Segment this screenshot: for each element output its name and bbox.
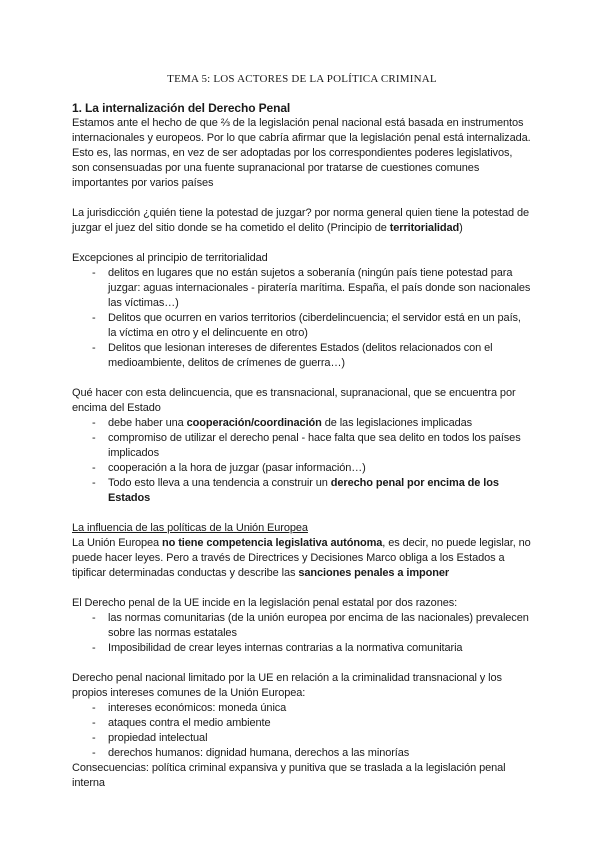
jurisdiction-bold: territorialidad (389, 222, 460, 234)
page-title: TEMA 5: LOS ACTORES DE LA POLÍTICA CRIMINAL (167, 73, 437, 85)
list-item: - delitos en lugares que no están sujetos a soberanía (ningún país tiene potestad para juzgar: aguas internacionales - piratería marítima. España, el país donde son nacionales las víctimas…) (72, 266, 532, 311)
document-content (72, 72, 532, 791)
list-item: - compromiso de utilizar el derecho penal - hace falta que sea delito en todos los países implicados (72, 431, 532, 461)
jurisdiction-paragraph (72, 206, 532, 236)
list-item: - intereses económicos: moneda única (72, 701, 532, 716)
list-item: - debe haber una cooperación/coordinación de las legislaciones implicadas (72, 416, 532, 431)
list-item: - Delitos que ocurren en varios territorios (ciberdelincuencia; el servidor está en un país, la víctima en otro y el delincuente en otro) (72, 311, 532, 341)
list-item: - cooperación a la hora de juzgar (pasar información…) (72, 461, 532, 476)
list-item: - ataques contra el medio ambiente (72, 716, 532, 731)
list-item: - derechos humanos: dignidad humana, derechos a las minorías (72, 746, 532, 761)
limited-paragraph: Derecho penal nacional limitado por la UE en relación a la criminalidad transnacional y los propios intereses comunes de la Unión Europea: (72, 672, 502, 699)
interests-list (72, 701, 532, 761)
measures-list (72, 416, 532, 506)
what-to-do-paragraph: Qué hacer con esta delincuencia, que es transnacional, supranacional, que se encuentra por encima del Estado (72, 387, 516, 414)
list-item: - Imposibilidad de crear leyes internas contrarias a la normativa comunitaria (72, 641, 532, 656)
reasons-list (72, 611, 532, 656)
exceptions-title: Excepciones al principio de territorialidad (72, 252, 268, 264)
intro-paragraph: Estamos ante el hecho de que ⅔ de la legislación penal nacional está basada en instrumentos internacionales y europeos. Por lo que cabría afirmar que la legislación penal está internalizada. Esto es, las normas, en vez de ser adoptadas por los correspondientes poderes legislativos, son consensuadas por una fuente supranacional por tratarse de cuestiones comunes importantes por varios países (72, 117, 531, 189)
list-item: - Todo esto lleva a una tendencia a construir un derecho penal por encima de los Estados (72, 476, 532, 506)
list-item: - Delitos que lesionan intereses de diferentes Estados (delitos relacionados con el medioambiente, delitos de crímenes de guerra…) (72, 341, 532, 371)
eu-paragraph: La Unión Europea no tiene competencia legislativa autónoma, es decir, no puede legislar, no puede hacer leyes. Pero a través de Directrices y Decisiones Marco obliga a los Estados a tipificar determinadas conductas y describe las sanciones penales a imponer (72, 537, 531, 579)
jurisdiction-text: La jurisdicción ¿quién tiene la potestad de juzgar? por norma general quien tiene la potestad de juzgar el juez del sitio donde se ha cometido el delito (Principio de (72, 207, 529, 234)
eu-reasons-intro: El Derecho penal de la UE incide en la legislación penal estatal por dos razones: (72, 597, 458, 609)
consequences-paragraph: Consecuencias: política criminal expansiva y punitiva que se traslada a la legislación penal interna (72, 762, 506, 789)
exceptions-list (72, 266, 532, 371)
list-item: - propiedad intelectual (72, 731, 532, 746)
list-item: - las normas comunitarias (de la unión europea por encima de las nacionales) prevalecen sobre las normas estatales (72, 611, 532, 641)
section-heading: 1. La internalización del Derecho Penal (72, 101, 291, 115)
jurisdiction-end: ) (459, 222, 463, 234)
subsection-heading: La influencia de las políticas de la Unión Europea (72, 522, 308, 534)
